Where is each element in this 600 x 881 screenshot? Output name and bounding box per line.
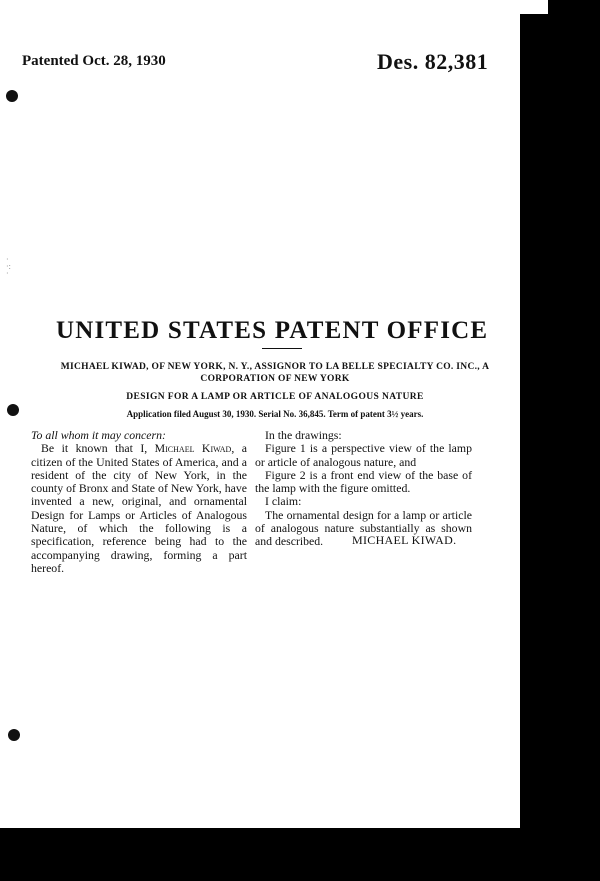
inventor-line-2: CORPORATION OF NEW YORK: [200, 374, 350, 384]
spec-text-rest: , a citizen of the United States of America, and a resident of the city of New York, in the county of Bronx and State of New York, have invented a new, original, and ornamental Design for Lamps or Articles of Analogous Nature, of which the following is a specification, reference being had to the accompanying drawing, forming a part hereof.: [31, 441, 247, 575]
spec-text-start: Be it known that I,: [41, 441, 155, 456]
punch-hole-bottom: [8, 729, 20, 741]
inventor-name-inline: Michael Kiwad: [154, 441, 232, 456]
salutation: To all whom it may concern:: [31, 428, 166, 442]
drawings-claim-column: [255, 429, 472, 549]
application-line: Application filed August 30, 1930. Serial No. 36,845. Term of patent 3½ years.: [126, 409, 424, 419]
punch-hole-top: [6, 90, 18, 102]
specification-paragraph: [31, 442, 247, 575]
patented-date: Patented Oct. 28, 1930: [22, 53, 166, 69]
inventor-signature: MICHAEL KIWAD.: [352, 533, 457, 547]
scan-border-right: [548, 0, 600, 881]
scan-specks: · ·: ·: [6, 255, 11, 278]
claim-text: The ornamental design for a lamp or article of analogous nature substantially as shown and described.: [255, 507, 472, 549]
figure-1-description: Figure 1 is a perspective view of the lamp or article of analogous nature, and: [255, 441, 472, 469]
scan-border-bottom: [0, 828, 600, 881]
design-number: Des. 82,381: [377, 49, 489, 74]
design-title: DESIGN FOR A LAMP OR ARTICLE OF ANALOGOUS NATURE: [126, 392, 424, 402]
office-title: UNITED STATES PATENT OFFICE: [56, 317, 489, 344]
inventor-assignor: [30, 361, 520, 385]
punch-hole-middle: [7, 404, 19, 416]
scan-dark-edge: [520, 14, 548, 828]
drawings-intro: In the drawings:: [265, 428, 342, 442]
claim-intro: I claim:: [265, 494, 302, 509]
title-rule: [262, 348, 302, 349]
specification-column: [31, 429, 247, 575]
inventor-line-1: MICHAEL KIWAD, OF NEW YORK, N. Y., ASSIGNOR TO LA BELLE SPECIALTY CO. INC., A: [60, 362, 490, 372]
figure-2-description: Figure 2 is a front end view of the base of the lamp with the figure omitted.: [255, 467, 472, 496]
